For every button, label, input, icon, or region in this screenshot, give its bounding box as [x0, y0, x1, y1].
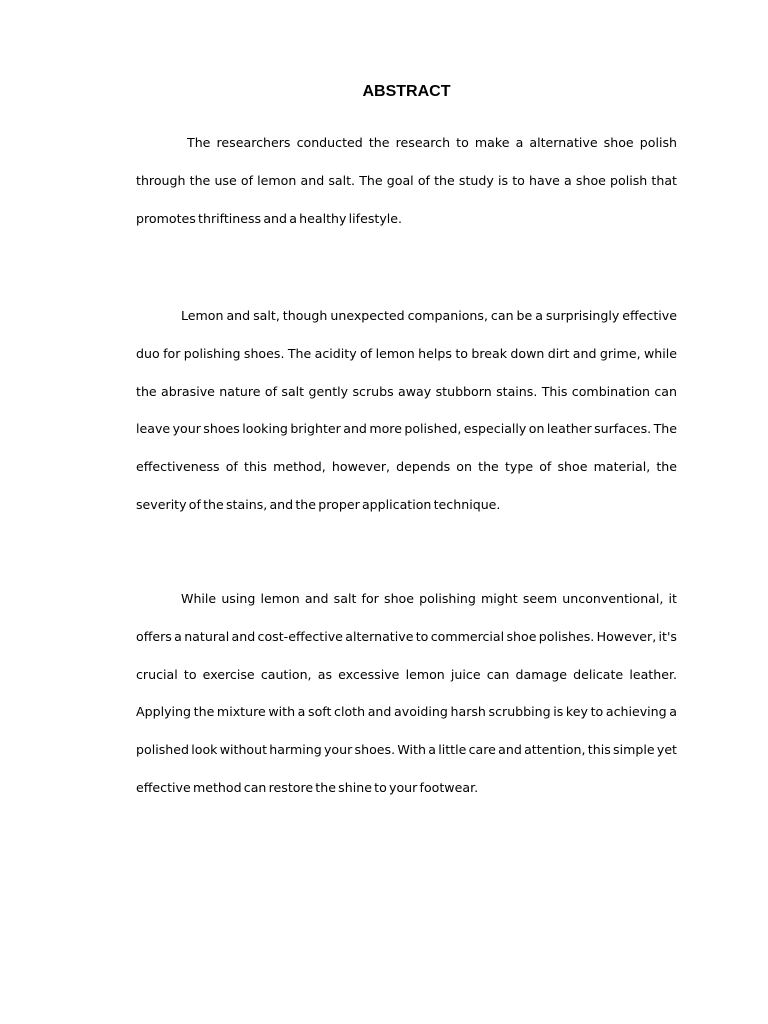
abstract-paragraph-3: While using lemon and salt for shoe polishing might seem unconventional, it offers a natural and cost-effective alternative to commercial shoe polishes. However, it's crucial to exercise caution, as excessive lemon juice can damage delicate leather. Applying the mixture with a soft cloth and avoiding harsh scrubbing is key to achieving a polished look without harming your shoes. With a little care and attention, this simple yet effective method can restore the shine to your footwear. [136, 591, 677, 795]
abstract-heading: ABSTRACT [362, 83, 451, 100]
abstract-paragraph-2: Lemon and salt, though unexpected companions, can be a surprisingly effective duo for polishing shoes. The acidity of lemon helps to break down dirt and grime, while the abrasive nature of salt gently scrubs away stubborn stains. This combination can leave your shoes looking brighter and more polished, especially on leather surfaces. The effectiveness of this method, however, depends on the type of shoe material, the severity of the stains, and the proper application technique. [136, 308, 677, 512]
abstract-paragraph-1: The researchers conducted the research to make a alternative shoe polish through the use of lemon and salt. The goal of the study is to have a shoe polish that promotes thriftiness and a healthy lifestyle. [136, 135, 677, 226]
